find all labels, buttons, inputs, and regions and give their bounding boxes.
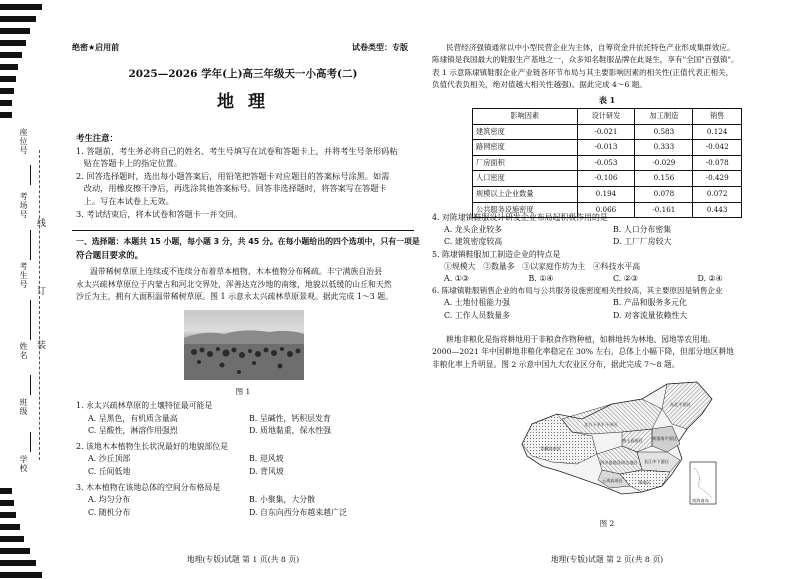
strip-bar: [0, 112, 12, 118]
statement-line: ①规模大 ②数量多 ③以家庭作坊为主 ④科技水平高: [444, 261, 641, 271]
option-a: A. 均匀分布: [88, 495, 131, 505]
questions-1-3: [76, 400, 410, 519]
page-2: [432, 0, 782, 579]
option-c: C. 随机分布: [88, 507, 131, 517]
strip-bar: [0, 100, 12, 106]
table-row: [473, 171, 742, 187]
page-footer: 地理(专版)试题 第 1 页(共 8 页): [186, 555, 300, 564]
table-row: [473, 186, 742, 202]
notice-line: 3. 考试结束后，将本试卷和答题卡一并交回。: [76, 208, 242, 219]
table-cell: -0.029: [635, 155, 693, 171]
option-row: [432, 297, 782, 309]
option-c: C. 建筑密度较高: [444, 237, 503, 247]
blank-line: [30, 300, 31, 340]
option-a: A. 呈黑色，有机质含量高: [88, 413, 178, 423]
section-title-cont: 符合题目要求的。: [76, 249, 143, 260]
map-label: 四川盆地及周边地区: [600, 460, 638, 465]
table-caption: 表 1: [598, 95, 616, 105]
seal-mark-line: 线: [35, 218, 45, 228]
map-label: 长江中下游区: [644, 459, 670, 464]
question-stem: 6. 陈埭镇鞋服销售企业的布局与公共服务设施密度相关性较高，其主要原因是销售企业: [432, 286, 723, 296]
section-title: 一、选择题：本题共 15 小题，每小题 3 分，共 45 分。在每小题给出的四个选项中，只有一项是: [76, 237, 420, 246]
strip-bar: [0, 524, 20, 530]
table-cell: 规模以上企业数量: [473, 186, 578, 202]
strip-bar: [0, 548, 30, 554]
map-label: 青藏高原区: [540, 446, 561, 451]
notice-line: 上。写在本试卷上无效。: [76, 195, 174, 206]
figure-1-caption: 图 1: [235, 387, 251, 396]
table-header: 加工制造: [635, 109, 693, 125]
passage-line: 温带稀树草原上连续或不连续分布着草本植物、木本植物分布稀疏。丰宁满族自治县: [90, 267, 382, 276]
table-row: [473, 140, 742, 156]
passage-line: 2000—2021 年中国耕地非粮化率稳定在 30% 左右，总体上小幅下降，但部分地区耕地: [432, 347, 734, 357]
option-row: [76, 413, 410, 426]
passage-line: 非粮化率上升明显。图 2 示意中国九大农业区分布，据此完成 7～8 题。: [432, 359, 680, 369]
map-label: 南海诸岛: [692, 498, 709, 503]
blank-line: [30, 375, 31, 395]
table-cell: 路网密度: [473, 140, 578, 156]
field-school: 学校: [19, 455, 28, 473]
option-row: [76, 453, 410, 466]
table-cell: 0.333: [635, 140, 693, 156]
strip-bar: [0, 88, 14, 94]
notice-title: 考生注意：: [76, 133, 118, 143]
option-row: [432, 273, 782, 285]
field-candidate-no: 考生号: [19, 262, 28, 289]
option-d: D. 背风坡: [249, 466, 284, 476]
option-row: [432, 224, 782, 236]
option-row: [76, 507, 410, 520]
notice-line: 1. 答题前，考生务必将自己的姓名、考生号填写在试卷和答题卡上，并将考生号条形码粘: [76, 145, 398, 156]
map-label: 黄土高原区: [622, 438, 643, 443]
map-label: 华南区: [638, 480, 651, 485]
notice-line: 贴在答题卡上的指定位置。: [76, 158, 183, 169]
table-cell: 建筑密度: [473, 124, 578, 140]
option-d: D. 质地黏重，保水性强: [249, 426, 332, 436]
blank-line: [30, 432, 31, 452]
strip-bar: [0, 64, 18, 70]
table-cell: 0.124: [693, 124, 742, 140]
strip-bar: [0, 500, 14, 506]
field-room-no: 考场号: [19, 192, 28, 219]
notice-line: 改动，用橡皮擦干净后，再选涂其他答案标号。回答非选择题时，将答案写在答题卡: [76, 183, 387, 194]
table-cell: 0.066: [577, 202, 635, 218]
table-cell: 0.583: [635, 124, 693, 140]
page-footer: 地理(专版)试题 第 2 页(共 8 页): [550, 555, 664, 564]
binding-strip: [0, 0, 44, 579]
question-stem: 4. 对陈埭镇鞋服设计研发企业布局起积极作用的是: [432, 213, 608, 222]
table-cell: -0.042: [693, 140, 742, 156]
table-cell: 公共服务设施密度: [473, 202, 578, 218]
option-row: [76, 466, 410, 479]
subject-title: 地 理: [217, 92, 269, 112]
map-label: 云贵高原区: [602, 478, 623, 483]
passage-2: [432, 42, 782, 92]
question-stem: 1. 永太兴疏林草原的土壤特征最可能是: [76, 401, 213, 410]
passage-line: 陈埭镇是我国最大的鞋服生产基地之一，众多知名鞋服品牌在此诞生，享有"全国"百强镇"。: [432, 55, 739, 65]
blank-line: [30, 230, 31, 260]
table-cell: 0.156: [635, 171, 693, 187]
field-seat-no: 座位号: [19, 128, 28, 155]
table-header: 设计研发: [577, 109, 635, 125]
option-c: C. 呈酸性，淋溶作用强烈: [88, 426, 178, 436]
strip-bar: [0, 572, 42, 578]
table-cell: 厂房面积: [473, 155, 578, 171]
seal-mark-bind: 订: [35, 286, 45, 296]
option-b: B. 迎风坡: [249, 454, 284, 464]
table-cell: -0.021: [577, 124, 635, 140]
grassland-photo: [184, 310, 304, 380]
option-b: B. 产品和服务多元化: [613, 298, 687, 308]
notice-line: 2. 回答选择题时，选出每小题答案后，用铅笔把答题卡对应题目的答案标号涂黑。如需: [76, 170, 390, 181]
passage-3: [432, 334, 782, 371]
figure-2-caption: 图 2: [599, 519, 615, 528]
section-heading: [76, 236, 420, 261]
correlation-table: [472, 108, 742, 218]
exam-title: 2025—2026 学年(上)高三年级天一小高考(二): [128, 68, 358, 80]
table-cell: 0.443: [693, 202, 742, 218]
strip-bar: [0, 560, 36, 566]
table-cell: -0.429: [693, 171, 742, 187]
table-cell: 0.078: [635, 186, 693, 202]
passage-line: 民营经济强镇通常以中小型民营企业为主体，自筹资金并依托特色产业形成集群效应。: [446, 43, 735, 52]
strip-bar: [0, 76, 16, 82]
table-row: [473, 155, 742, 171]
option-b: B. 呈碱性，钙积层发育: [249, 413, 331, 423]
table-cell: -0.053: [577, 155, 635, 171]
map-label: 北方干旱半干旱区: [584, 422, 618, 427]
seal-mark-mount: 装: [35, 340, 45, 350]
option-c: C. 丘间低地: [88, 466, 131, 476]
option-a: A. 土地付租能力强: [444, 298, 510, 308]
strip-bar: [0, 28, 30, 34]
option-d: D. ②④: [697, 274, 723, 284]
option-c: C. 工作人员数量多: [444, 310, 511, 320]
strip-bar: [0, 512, 16, 518]
passage-1: [76, 266, 414, 304]
option-row: [432, 310, 782, 322]
option-d: D. 自东向西分布越来越广泛: [249, 507, 347, 517]
question-stem: 2. 该地木本植物生长状况最好的地貌部位是: [76, 441, 229, 451]
table-cell: -0.013: [577, 140, 635, 156]
map-label: 黄淮海平原区: [652, 436, 678, 441]
questions-4-6: [432, 212, 782, 322]
field-class: 班级: [19, 398, 28, 416]
table-header: 影响因素: [473, 109, 578, 125]
option-a: A. 沙丘顶部: [88, 454, 131, 464]
strip-bar: [0, 52, 22, 58]
strip-bar: [0, 40, 26, 46]
option-a: A. ①③: [444, 274, 469, 284]
figure-1-photo: [184, 310, 304, 380]
option-row: [432, 236, 782, 248]
question-stem: 5. 陈埭镇鞋服加工制造企业的特点是: [432, 249, 561, 259]
confidential-mark: 绝密★启用前: [72, 43, 120, 52]
table-cell: 0.194: [577, 186, 635, 202]
table-header: 销售: [693, 109, 742, 125]
map-label: 东北平原区: [670, 402, 691, 407]
page-1: [72, 0, 420, 579]
china-agriculture-map: [502, 374, 732, 514]
strip-bar: [0, 488, 12, 494]
option-b: B. 人口分布密集: [613, 225, 672, 235]
table-cell: -0.106: [577, 171, 635, 187]
table-header-row: [473, 109, 742, 125]
strip-bar: [0, 536, 24, 542]
passage-line: 表 1 示意陈埭镇鞋服企业产业链各环节布局与其主要影响因素的相关性(正值代表正相关，: [432, 67, 734, 77]
passage-line: 永太兴疏林草原位于内蒙古和河北交界处，浑善达克沙地的南缘，地貌以低缓的山丘和天然: [76, 279, 392, 289]
strip-bar: [0, 4, 42, 10]
blank-line: [30, 165, 31, 185]
passage-line: 沙丘为主，拥有大面积温带稀树草原。图 1 示意永太兴疏林草原景观。据此完成 1～3 题。: [76, 292, 394, 302]
passage-line: 耕地非粮化是指将耕地用于非粮食作物种植，如耕地转为林地、园地等农用地。: [446, 335, 716, 344]
question-stem: 3. 木本植物在该地总体的空间分布格局是: [76, 482, 221, 492]
seal-dashed-line: [39, 150, 40, 460]
option-b: B. 小聚集，大分散: [249, 495, 316, 505]
option-a: A. 龙头企业较多: [444, 225, 503, 235]
table-cell: -0.078: [693, 155, 742, 171]
option-b: B. ①④: [528, 274, 554, 284]
field-name: 姓名: [19, 342, 28, 360]
option-c: C. ②③: [613, 274, 638, 284]
region-north-arid: [562, 399, 662, 434]
table-cell: -0.161: [635, 202, 693, 218]
strip-bar: [0, 16, 36, 22]
table-row: [473, 124, 742, 140]
table-cell: 人口密度: [473, 171, 578, 187]
option-row: [76, 425, 410, 438]
option-row: [76, 494, 410, 507]
option-d: D. 对客流量依赖性大: [613, 310, 688, 320]
paper-type: 试卷类型：专版: [352, 43, 408, 52]
divider: [72, 230, 414, 231]
notice-block: [76, 132, 412, 220]
option-d: D. 工厂厂房较大: [613, 237, 672, 247]
passage-line: 负值代表负相关，绝对值越大相关性越强)。据此完成 4～6 题。: [432, 80, 647, 90]
table-cell: 0.072: [693, 186, 742, 202]
